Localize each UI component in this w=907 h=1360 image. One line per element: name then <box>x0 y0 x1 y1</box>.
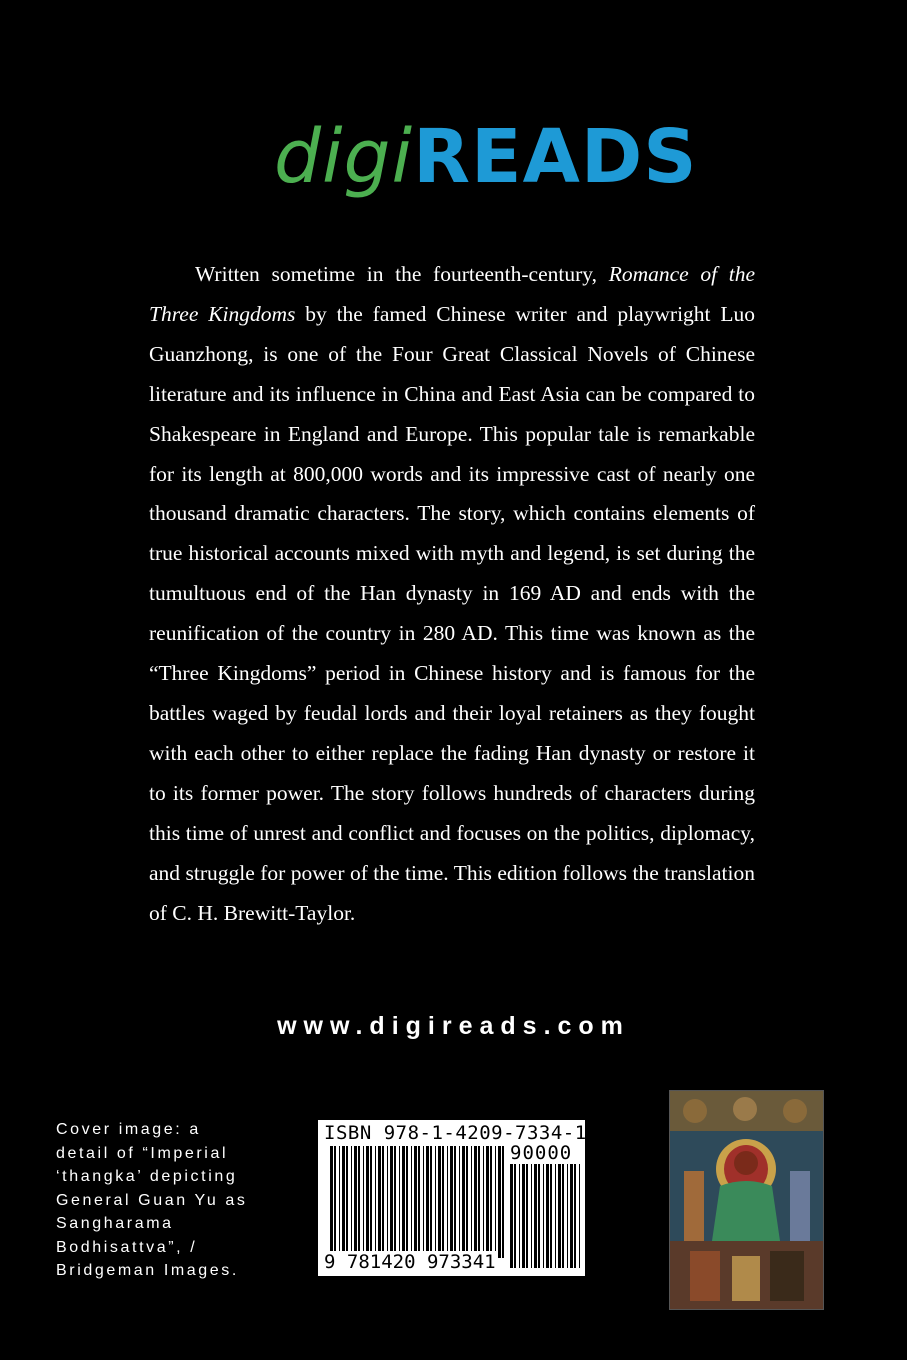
barcode-bar <box>426 1146 429 1258</box>
barcode-bar <box>382 1146 384 1258</box>
isbn-barcode <box>318 1120 585 1276</box>
barcode-bar <box>502 1146 504 1258</box>
ean-digits: 9 781420 973341 <box>324 1251 496 1273</box>
barcode-bar <box>486 1146 489 1258</box>
barcode-bar <box>423 1146 424 1258</box>
barcode-bar <box>490 1146 492 1258</box>
barcode-bar <box>442 1146 444 1258</box>
barcode-bar <box>478 1146 480 1258</box>
barcode-bar <box>375 1146 376 1258</box>
barcode-bar <box>462 1146 465 1258</box>
barcode-bar <box>531 1164 532 1268</box>
ean-bars <box>330 1146 504 1258</box>
barcode-bar <box>538 1164 540 1268</box>
price-bars <box>510 1164 580 1268</box>
barcode-bar <box>366 1146 369 1258</box>
barcode-bar <box>498 1146 501 1258</box>
blurb-intro: Written sometime in the fourteenth-century, <box>195 262 598 286</box>
barcode-bar <box>351 1146 352 1258</box>
barcode-bar <box>447 1146 448 1258</box>
book-description <box>149 255 755 933</box>
barcode-bar <box>370 1146 372 1258</box>
barcode-bar <box>558 1164 561 1268</box>
barcode-bar <box>519 1164 520 1268</box>
website-url: www.digireads.com <box>277 1012 630 1040</box>
barcode-bar <box>466 1146 468 1258</box>
cover-thumbnail <box>669 1090 824 1310</box>
cover-image-credit: Cover image: a detail of “Imperial ‘thangka’ depicting General Guan Yu as Sangharama Bodhisattva”, / Bridgeman Images. <box>56 1121 248 1279</box>
barcode-bar <box>430 1146 432 1258</box>
barcode-bar <box>562 1164 564 1268</box>
barcode-bar <box>459 1146 460 1258</box>
barcode-bar <box>546 1164 549 1268</box>
barcode-bar <box>483 1146 484 1258</box>
barcode-bar <box>579 1164 580 1268</box>
barcode-bar <box>363 1146 364 1258</box>
barcode-bar <box>354 1146 357 1258</box>
barcode-bar <box>378 1146 381 1258</box>
barcode-bar <box>522 1164 525 1268</box>
isbn-label: ISBN 978-1-4209-7334-1 <box>324 1122 587 1144</box>
barcode-bar <box>418 1146 420 1258</box>
barcode-bar <box>358 1146 360 1258</box>
barcode-bar <box>570 1164 573 1268</box>
barcode-bar <box>510 1164 513 1268</box>
barcode-bar <box>534 1164 537 1268</box>
book-title: Romance of the Three Kingdoms <box>149 262 755 326</box>
barcode-bar <box>339 1146 340 1258</box>
barcode-bar <box>574 1164 576 1268</box>
barcode-bar <box>526 1164 528 1268</box>
barcode-bar <box>454 1146 456 1258</box>
barcode-bar <box>514 1164 516 1268</box>
barcode-bar <box>406 1146 408 1258</box>
barcode-bar <box>346 1146 348 1258</box>
barcode-bar <box>435 1146 436 1258</box>
barcode-bar <box>342 1146 345 1258</box>
barcode-bar <box>550 1164 552 1268</box>
barcode-bar <box>555 1164 556 1268</box>
publisher-logo <box>274 112 698 202</box>
barcode-bar <box>495 1146 496 1258</box>
logo-reads: READS <box>413 114 698 200</box>
barcode-bar <box>474 1146 477 1258</box>
barcode-bar <box>567 1164 568 1268</box>
barcode-bar <box>543 1164 544 1268</box>
barcode-bar <box>438 1146 441 1258</box>
barcode-bar <box>402 1146 405 1258</box>
barcode-bar <box>399 1146 400 1258</box>
barcode-bar <box>390 1146 393 1258</box>
barcode-bar <box>387 1146 388 1258</box>
barcode-bar <box>394 1146 396 1258</box>
price-code: 90000 <box>510 1142 573 1164</box>
blurb-body: by the famed Chinese writer and playwright Luo Guanzhong, is one of the Four Great Classical Novels of Chinese literature and its influence in China and East Asia can be compared to Shakespeare in England and Europe. This popular tale is remarkable for its length at 800,000 words and its impressive cast of nearly one thousand dramatic characters. The story, which contains elements of true historical accounts mixed with myth and legend, is set during the tumultuous end of the Han dynasty in 169 AD and ends with the reunification of the country in 280 AD. This time was known as the “Three Kingdoms” period in Chinese history and is famous for the battles waged by feudal lords and their loyal retainers as they fought with each other to either replace the fading Han dynasty or restore it to its former power. The story follows hundreds of characters during this time of unrest and conflict and focuses on the politics, diplomacy, and struggle for power of the time. This edition follows the translation of C. H. Brewitt-Taylor. <box>149 301 755 925</box>
barcode-bar <box>330 1146 333 1258</box>
barcode-bar <box>471 1146 472 1258</box>
barcode-bar <box>414 1146 417 1258</box>
barcode-bar <box>450 1146 453 1258</box>
barcode-bar <box>334 1146 336 1258</box>
logo-digi: digi <box>274 114 414 200</box>
barcode-bar <box>411 1146 412 1258</box>
